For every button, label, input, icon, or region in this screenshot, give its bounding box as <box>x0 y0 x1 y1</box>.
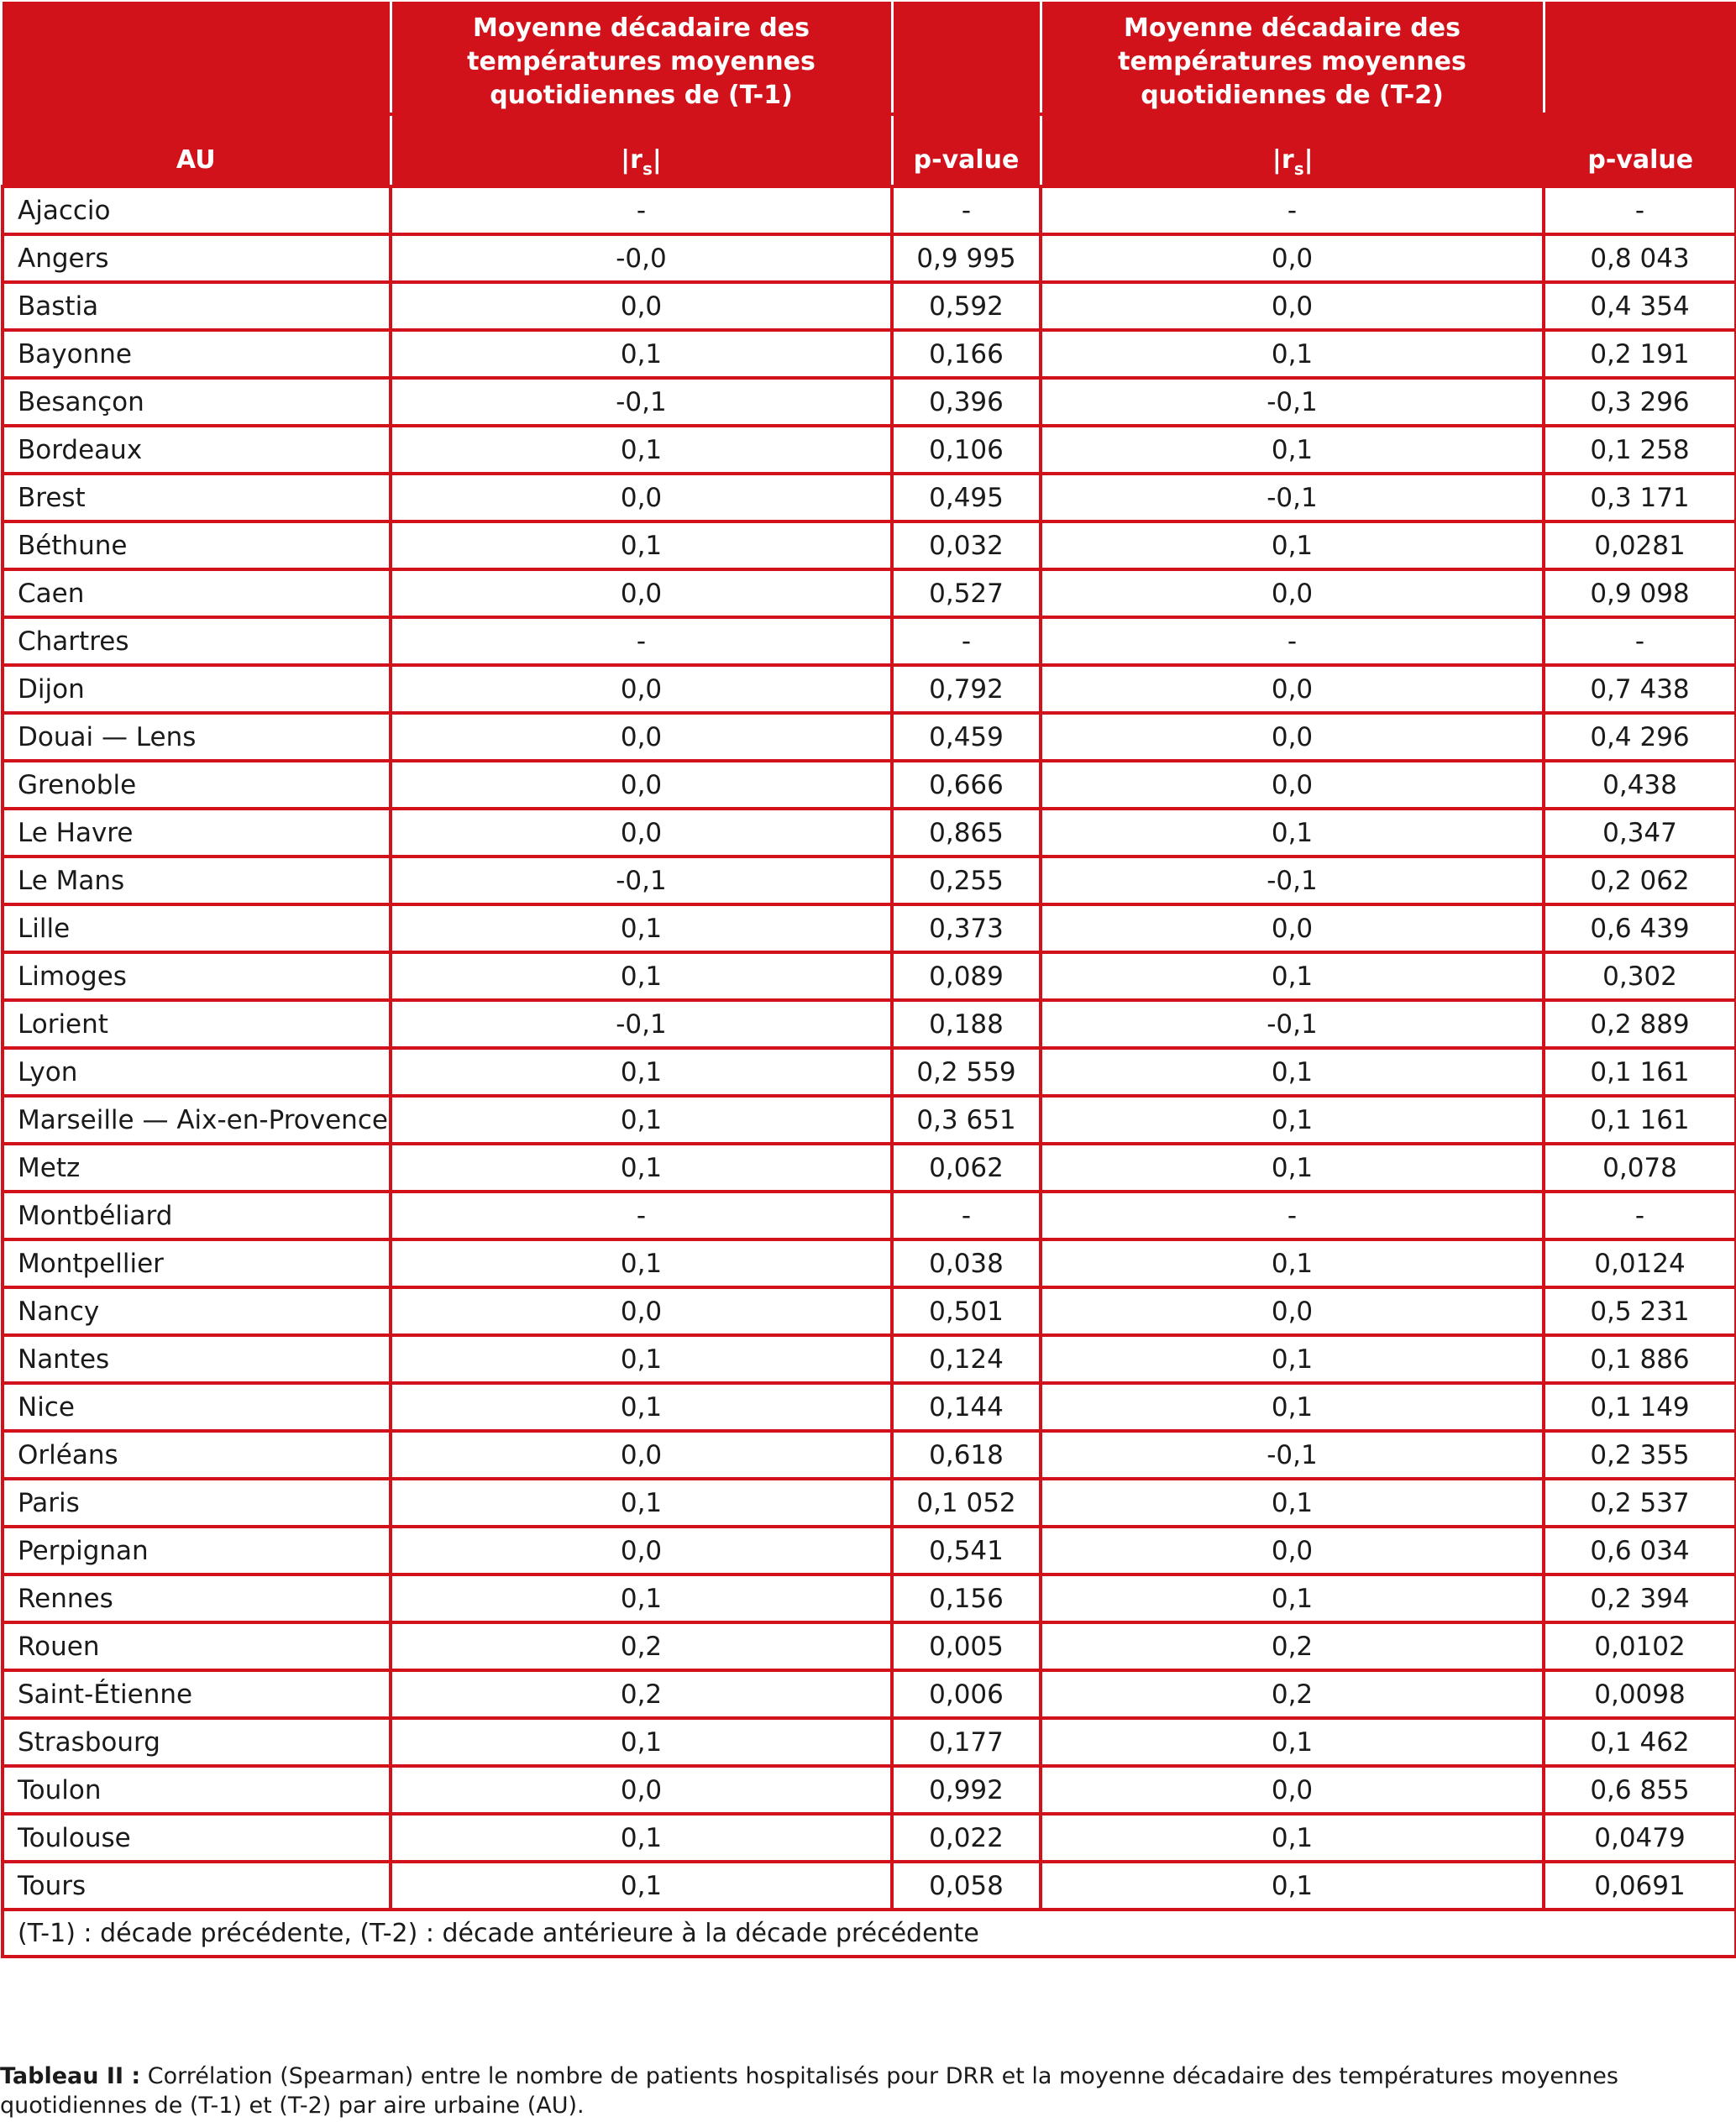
cell-pvalue-t2: 0,438 <box>1544 761 1736 809</box>
cell-pvalue-t1: - <box>892 1192 1041 1239</box>
table-row <box>3 1814 1736 1862</box>
cell-pvalue-t2: - <box>1544 186 1736 234</box>
cell-au: Marseille — Aix-en-Provence <box>3 1096 391 1144</box>
cell-au: Bordeaux <box>3 426 391 474</box>
cell-rs-t2: 0,0 <box>1041 1527 1544 1574</box>
cell-pvalue-t2: 0,4 296 <box>1544 713 1736 761</box>
cell-au: Toulouse <box>3 1814 391 1862</box>
table-row <box>3 186 1736 234</box>
caption-text: Corrélation (Spearman) entre le nombre de patients hospitalisés pour DRR et la moyenne décadaire des températures moyennes quotidiennes de (T-1) et (T-2) par aire urbaine (AU). <box>0 2063 1618 2119</box>
cell-rs-t1: 0,0 <box>391 1527 892 1574</box>
cell-rs-t2: 0,0 <box>1041 234 1544 282</box>
header-group-t2: Moyenne décadaire des températures moyennes quotidiennes de (T-2) <box>1041 2 1544 114</box>
cell-rs-t2: 0,2 <box>1041 1670 1544 1718</box>
table-row <box>3 234 1736 282</box>
correlation-table <box>1 2 1736 1958</box>
cell-pvalue-t1: 0,501 <box>892 1287 1041 1335</box>
header-au: AU <box>3 2 391 186</box>
cell-rs-t1: 0,1 <box>391 1862 892 1910</box>
table-row <box>3 1718 1736 1766</box>
cell-rs-t2: 0,1 <box>1041 1383 1544 1431</box>
cell-pvalue-t1: 0,541 <box>892 1527 1041 1574</box>
cell-pvalue-t1: 0,618 <box>892 1431 1041 1479</box>
cell-rs-t2: 0,1 <box>1041 1335 1544 1383</box>
cell-rs-t2: -0,1 <box>1041 474 1544 521</box>
cell-rs-t1: -0,1 <box>391 378 892 426</box>
cell-au: Le Mans <box>3 857 391 904</box>
cell-au: Saint-Étienne <box>3 1670 391 1718</box>
cell-rs-t2: 0,0 <box>1041 761 1544 809</box>
cell-pvalue-t2: 0,302 <box>1544 952 1736 1000</box>
cell-pvalue-t2: 0,2 191 <box>1544 330 1736 378</box>
header-pvalue-t1: p-value <box>892 2 1041 186</box>
cell-pvalue-t2: 0,0691 <box>1544 1862 1736 1910</box>
table-row <box>3 569 1736 617</box>
table-row <box>3 1000 1736 1048</box>
cell-rs-t1: 0,1 <box>391 1335 892 1383</box>
cell-au: Limoges <box>3 952 391 1000</box>
cell-pvalue-t1: 0,177 <box>892 1718 1041 1766</box>
cell-pvalue-t2: 0,2 889 <box>1544 1000 1736 1048</box>
cell-rs-t1: - <box>391 1192 892 1239</box>
cell-au: Brest <box>3 474 391 521</box>
cell-au: Caen <box>3 569 391 617</box>
cell-rs-t1: 0,1 <box>391 1048 892 1096</box>
cell-rs-t2: 0,1 <box>1041 1814 1544 1862</box>
table-row <box>3 617 1736 665</box>
cell-rs-t1: 0,1 <box>391 1239 892 1287</box>
table-row <box>3 282 1736 330</box>
cell-au: Montbéliard <box>3 1192 391 1239</box>
cell-pvalue-t2: 0,3 296 <box>1544 378 1736 426</box>
cell-rs-t1: 0,1 <box>391 1574 892 1622</box>
cell-pvalue-t2: 0,2 537 <box>1544 1479 1736 1527</box>
table-row <box>3 1670 1736 1718</box>
table-row <box>3 761 1736 809</box>
cell-pvalue-t2: 0,0102 <box>1544 1622 1736 1670</box>
cell-pvalue-t1: 0,166 <box>892 330 1041 378</box>
cell-pvalue-t2: 0,1 462 <box>1544 1718 1736 1766</box>
cell-pvalue-t2: 0,6 439 <box>1544 904 1736 952</box>
cell-au: Nantes <box>3 1335 391 1383</box>
table-row <box>3 1335 1736 1383</box>
cell-au: Orléans <box>3 1431 391 1479</box>
cell-pvalue-t1: 0,9 995 <box>892 234 1041 282</box>
cell-rs-t2: - <box>1041 617 1544 665</box>
cell-rs-t2: 0,0 <box>1041 713 1544 761</box>
cell-rs-t1: 0,1 <box>391 1144 892 1192</box>
cell-rs-t2: - <box>1041 186 1544 234</box>
cell-rs-t1: 0,2 <box>391 1670 892 1718</box>
cell-pvalue-t1: 0,022 <box>892 1814 1041 1862</box>
table-row <box>3 665 1736 713</box>
cell-pvalue-t2: 0,1 161 <box>1544 1048 1736 1096</box>
cell-au: Nancy <box>3 1287 391 1335</box>
table-row <box>3 426 1736 474</box>
table-row <box>3 1144 1736 1192</box>
cell-pvalue-t1: 0,156 <box>892 1574 1041 1622</box>
cell-pvalue-t2: 0,0479 <box>1544 1814 1736 1862</box>
cell-au: Le Havre <box>3 809 391 857</box>
cell-au: Lyon <box>3 1048 391 1096</box>
cell-pvalue-t2: 0,1 886 <box>1544 1335 1736 1383</box>
cell-rs-t2: 0,1 <box>1041 521 1544 569</box>
cell-pvalue-t2: 0,2 394 <box>1544 1574 1736 1622</box>
cell-pvalue-t2: 0,347 <box>1544 809 1736 857</box>
cell-rs-t2: 0,0 <box>1041 1766 1544 1814</box>
cell-rs-t1: 0,0 <box>391 474 892 521</box>
cell-rs-t2: 0,1 <box>1041 809 1544 857</box>
cell-rs-t1: -0,0 <box>391 234 892 282</box>
cell-rs-t1: 0,1 <box>391 521 892 569</box>
cell-pvalue-t1: 0,865 <box>892 809 1041 857</box>
caption-label: Tableau II : <box>0 2063 141 2089</box>
cell-pvalue-t2: 0,0281 <box>1544 521 1736 569</box>
table-caption <box>0 2062 1736 2120</box>
cell-au: Grenoble <box>3 761 391 809</box>
cell-rs-t1: 0,0 <box>391 1431 892 1479</box>
table-row <box>3 1431 1736 1479</box>
footnote-row <box>3 1910 1736 1957</box>
cell-pvalue-t1: 0,666 <box>892 761 1041 809</box>
cell-pvalue-t2: 0,1 258 <box>1544 426 1736 474</box>
cell-pvalue-t1: 0,089 <box>892 952 1041 1000</box>
cell-pvalue-t1: 0,038 <box>892 1239 1041 1287</box>
cell-rs-t1: 0,1 <box>391 330 892 378</box>
cell-pvalue-t2: 0,9 098 <box>1544 569 1736 617</box>
cell-rs-t2: 0,0 <box>1041 282 1544 330</box>
table-row <box>3 1383 1736 1431</box>
cell-rs-t2: -0,1 <box>1041 857 1544 904</box>
cell-rs-t1: 0,1 <box>391 904 892 952</box>
cell-rs-t1: 0,0 <box>391 665 892 713</box>
cell-pvalue-t1: 0,188 <box>892 1000 1041 1048</box>
cell-pvalue-t2: 0,1 161 <box>1544 1096 1736 1144</box>
cell-rs-t1: -0,1 <box>391 1000 892 1048</box>
cell-rs-t1: -0,1 <box>391 857 892 904</box>
cell-pvalue-t1: 0,144 <box>892 1383 1041 1431</box>
cell-rs-t1: 0,1 <box>391 1383 892 1431</box>
cell-rs-t2: 0,1 <box>1041 1479 1544 1527</box>
cell-rs-t2: 0,1 <box>1041 1239 1544 1287</box>
cell-rs-t1: 0,1 <box>391 1718 892 1766</box>
cell-au: Rennes <box>3 1574 391 1622</box>
cell-au: Tours <box>3 1862 391 1910</box>
cell-rs-t2: 0,1 <box>1041 1096 1544 1144</box>
cell-pvalue-t1: 0,032 <box>892 521 1041 569</box>
cell-au: Douai — Lens <box>3 713 391 761</box>
cell-pvalue-t2: 0,8 043 <box>1544 234 1736 282</box>
cell-pvalue-t1: - <box>892 186 1041 234</box>
cell-pvalue-t2: 0,2 062 <box>1544 857 1736 904</box>
cell-pvalue-t1: - <box>892 617 1041 665</box>
cell-pvalue-t1: 0,006 <box>892 1670 1041 1718</box>
table-row <box>3 713 1736 761</box>
table-row <box>3 1766 1736 1814</box>
cell-rs-t1: 0,1 <box>391 952 892 1000</box>
cell-rs-t2: 0,0 <box>1041 1287 1544 1335</box>
cell-au: Lille <box>3 904 391 952</box>
cell-rs-t2: 0,2 <box>1041 1622 1544 1670</box>
cell-rs-t2: 0,1 <box>1041 1718 1544 1766</box>
cell-au: Toulon <box>3 1766 391 1814</box>
table-row <box>3 1479 1736 1527</box>
cell-pvalue-t1: 0,124 <box>892 1335 1041 1383</box>
cell-rs-t2: 0,1 <box>1041 330 1544 378</box>
cell-au: Strasbourg <box>3 1718 391 1766</box>
cell-rs-t2: 0,1 <box>1041 1144 1544 1192</box>
cell-au: Paris <box>3 1479 391 1527</box>
cell-rs-t1: 0,2 <box>391 1622 892 1670</box>
cell-pvalue-t1: 0,592 <box>892 282 1041 330</box>
cell-au: Metz <box>3 1144 391 1192</box>
cell-rs-t2: -0,1 <box>1041 378 1544 426</box>
cell-au: Perpignan <box>3 1527 391 1574</box>
table-row <box>3 521 1736 569</box>
cell-au: Bastia <box>3 282 391 330</box>
table-row <box>3 952 1736 1000</box>
cell-rs-t1: 0,1 <box>391 1096 892 1144</box>
cell-pvalue-t2: 0,3 171 <box>1544 474 1736 521</box>
cell-pvalue-t1: 0,062 <box>892 1144 1041 1192</box>
cell-pvalue-t1: 0,373 <box>892 904 1041 952</box>
cell-rs-t1: 0,1 <box>391 1479 892 1527</box>
cell-pvalue-t2: 0,4 354 <box>1544 282 1736 330</box>
cell-pvalue-t1: 0,495 <box>892 474 1041 521</box>
cell-pvalue-t1: 0,396 <box>892 378 1041 426</box>
cell-pvalue-t1: 0,058 <box>892 1862 1041 1910</box>
cell-pvalue-t2: - <box>1544 1192 1736 1239</box>
cell-rs-t2: - <box>1041 1192 1544 1239</box>
cell-rs-t1: 0,0 <box>391 282 892 330</box>
cell-rs-t2: -0,1 <box>1041 1431 1544 1479</box>
cell-au: Lorient <box>3 1000 391 1048</box>
cell-pvalue-t1: 0,2 559 <box>892 1048 1041 1096</box>
cell-au: Béthune <box>3 521 391 569</box>
cell-pvalue-t2: 0,6 855 <box>1544 1766 1736 1814</box>
cell-pvalue-t2: 0,1 149 <box>1544 1383 1736 1431</box>
table-row <box>3 1574 1736 1622</box>
cell-rs-t1: 0,0 <box>391 713 892 761</box>
cell-au: Montpellier <box>3 1239 391 1287</box>
table-row <box>3 474 1736 521</box>
cell-pvalue-t2: 0,7 438 <box>1544 665 1736 713</box>
cell-pvalue-t1: 0,527 <box>892 569 1041 617</box>
table-row <box>3 1192 1736 1239</box>
cell-rs-t2: 0,1 <box>1041 426 1544 474</box>
cell-rs-t2: 0,1 <box>1041 1862 1544 1910</box>
cell-pvalue-t1: 0,992 <box>892 1766 1041 1814</box>
cell-rs-t2: 0,1 <box>1041 952 1544 1000</box>
cell-au: Ajaccio <box>3 186 391 234</box>
cell-rs-t2: 0,0 <box>1041 665 1544 713</box>
cell-au: Besançon <box>3 378 391 426</box>
cell-rs-t1: 0,1 <box>391 426 892 474</box>
cell-pvalue-t2: 0,6 034 <box>1544 1527 1736 1574</box>
cell-rs-t1: 0,0 <box>391 809 892 857</box>
table-row <box>3 904 1736 952</box>
cell-au: Rouen <box>3 1622 391 1670</box>
cell-au: Bayonne <box>3 330 391 378</box>
cell-pvalue-t1: 0,792 <box>892 665 1041 713</box>
cell-rs-t2: 0,1 <box>1041 1574 1544 1622</box>
table-row <box>3 1239 1736 1287</box>
cell-rs-t2: 0,0 <box>1041 904 1544 952</box>
cell-pvalue-t1: 0,255 <box>892 857 1041 904</box>
table-body <box>3 186 1736 1910</box>
header-row-top <box>3 2 1736 114</box>
cell-au: Nice <box>3 1383 391 1431</box>
table-footnote: (T-1) : décade précédente, (T-2) : décade antérieure à la décade précédente <box>3 1910 1736 1957</box>
cell-rs-t1: - <box>391 186 892 234</box>
header-rs-t1: $|r_s|$ <box>391 114 892 186</box>
table-row <box>3 1862 1736 1910</box>
cell-rs-t1: - <box>391 617 892 665</box>
cell-pvalue-t1: 0,106 <box>892 426 1041 474</box>
cell-rs-t1: 0,0 <box>391 761 892 809</box>
header-rs-t2: $|r_s|$ <box>1041 114 1544 186</box>
cell-pvalue-t2: 0,5 231 <box>1544 1287 1736 1335</box>
cell-pvalue-t1: 0,1 052 <box>892 1479 1041 1527</box>
header-group-t1: Moyenne décadaire des températures moyennes quotidiennes de (T-1) <box>391 2 892 114</box>
cell-rs-t1: 0,0 <box>391 1287 892 1335</box>
cell-pvalue-t2: 0,2 355 <box>1544 1431 1736 1479</box>
cell-au: Angers <box>3 234 391 282</box>
cell-pvalue-t2: 0,0124 <box>1544 1239 1736 1287</box>
cell-rs-t1: 0,0 <box>391 1766 892 1814</box>
table-row <box>3 1622 1736 1670</box>
table-row <box>3 330 1736 378</box>
cell-pvalue-t1: 0,459 <box>892 713 1041 761</box>
cell-rs-t1: 0,0 <box>391 569 892 617</box>
cell-rs-t2: 0,0 <box>1041 569 1544 617</box>
cell-pvalue-t2: 0,0098 <box>1544 1670 1736 1718</box>
header-pvalue-t2: p-value <box>1544 2 1736 186</box>
cell-au: Dijon <box>3 665 391 713</box>
table-row <box>3 378 1736 426</box>
table-row <box>3 1287 1736 1335</box>
cell-au: Chartres <box>3 617 391 665</box>
cell-rs-t2: -0,1 <box>1041 1000 1544 1048</box>
cell-pvalue-t2: - <box>1544 617 1736 665</box>
cell-pvalue-t2: 0,078 <box>1544 1144 1736 1192</box>
cell-rs-t2: 0,1 <box>1041 1048 1544 1096</box>
cell-pvalue-t1: 0,3 651 <box>892 1096 1041 1144</box>
cell-rs-t1: 0,1 <box>391 1814 892 1862</box>
table-row <box>3 809 1736 857</box>
cell-pvalue-t1: 0,005 <box>892 1622 1041 1670</box>
table-row <box>3 1527 1736 1574</box>
table-row <box>3 1096 1736 1144</box>
table-row <box>3 1048 1736 1096</box>
table-row <box>3 857 1736 904</box>
